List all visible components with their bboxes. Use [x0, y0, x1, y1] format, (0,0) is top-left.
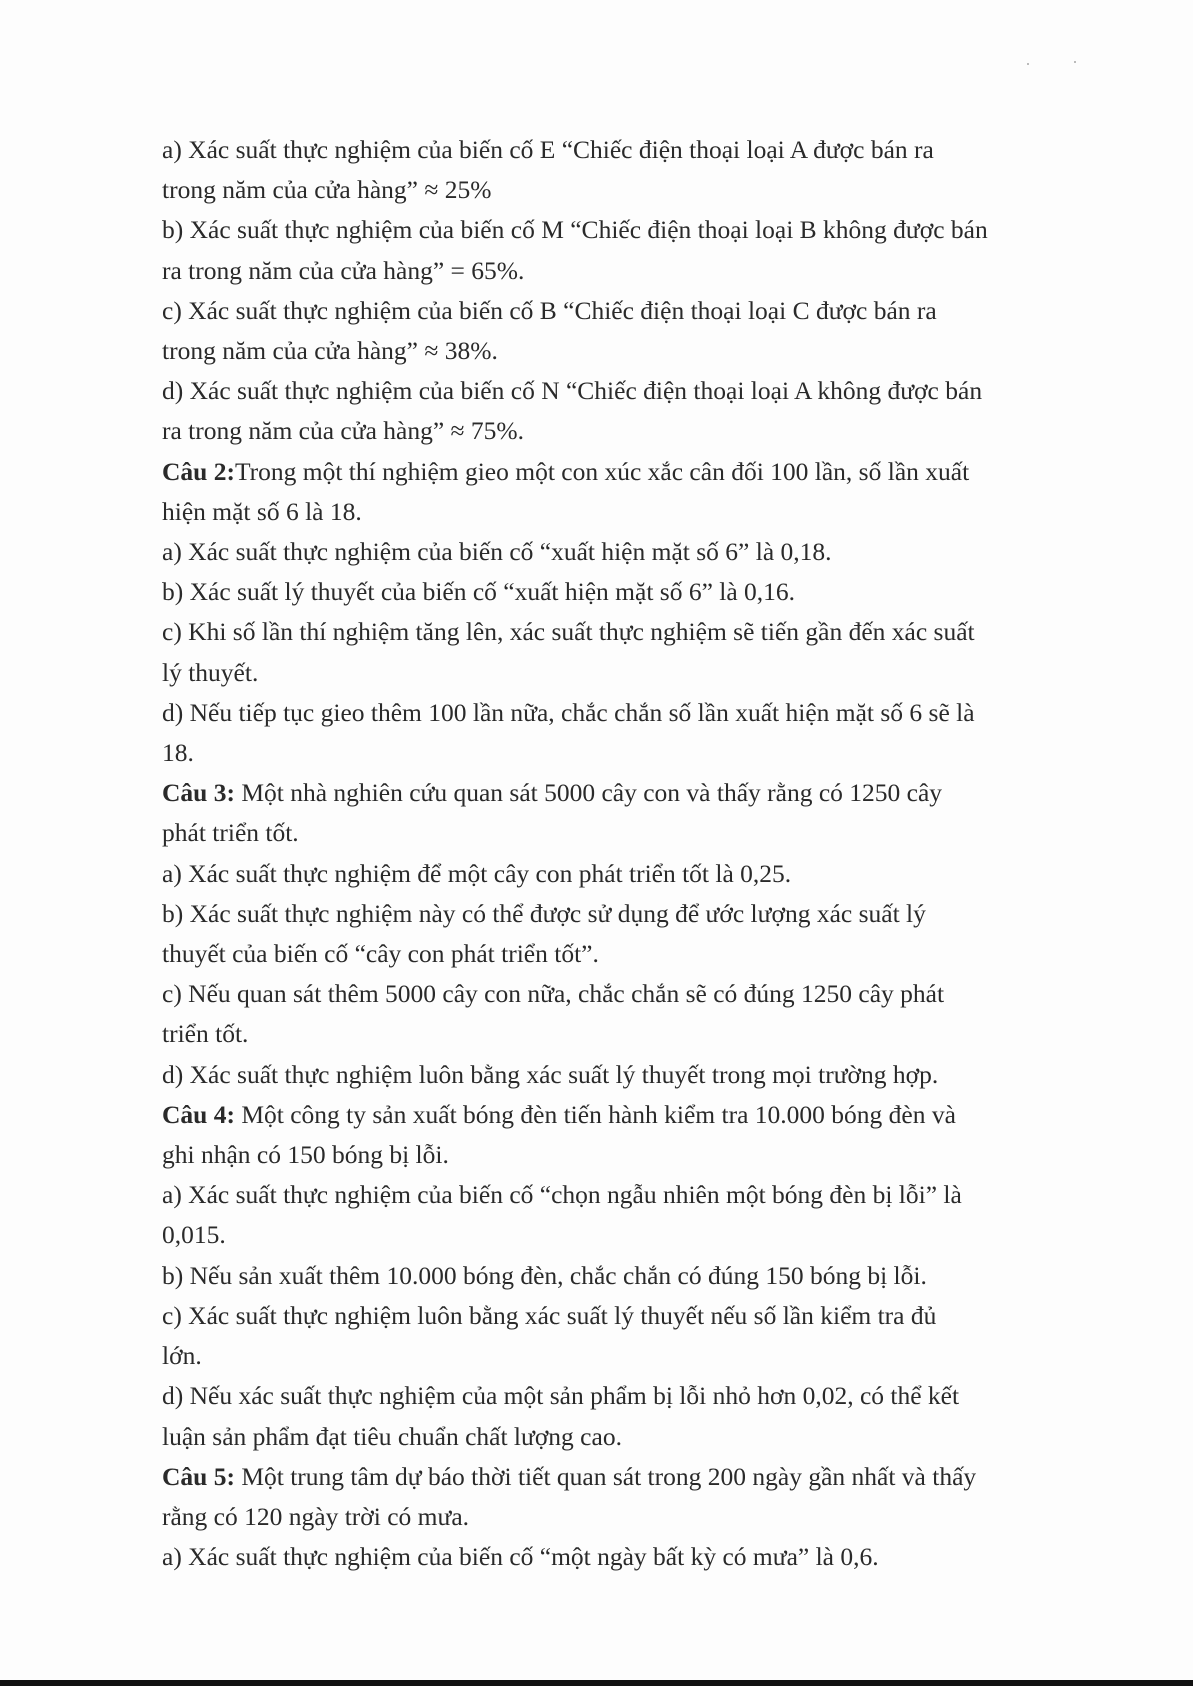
- text-line: [162, 492, 1062, 532]
- line-text: 0,015.: [162, 1220, 226, 1250]
- text-line: [162, 653, 1062, 693]
- question-label: Câu 5:: [162, 1461, 235, 1491]
- line-text: d) Xác suất thực nghiệm luôn bằng xác suất lý thuyết trong mọi trường hợp.: [162, 1059, 939, 1089]
- paragraph: [162, 612, 1062, 692]
- line-text: a) Xác suất thực nghiệm để một cây con phát triển tốt là 0,25.: [162, 858, 792, 888]
- line-text: c) Khi số lần thí nghiệm tăng lên, xác suất thực nghiệm sẽ tiến gần đến xác suất: [162, 617, 975, 647]
- text-line: [162, 572, 1062, 612]
- text-line: [162, 1175, 1062, 1215]
- paragraph: [162, 452, 1062, 532]
- text-line: [162, 773, 1062, 813]
- scan-speck: [1074, 61, 1076, 63]
- line-text: ghi nhận có 150 bóng bị lỗi.: [162, 1140, 449, 1170]
- text-line: [162, 854, 1062, 894]
- paragraph: [162, 1256, 1062, 1296]
- paragraph: [162, 974, 1062, 1054]
- text-line: [162, 1497, 1062, 1537]
- line-text: ra trong năm của cửa hàng” = 65%.: [162, 255, 525, 285]
- paragraph: [162, 1296, 1062, 1376]
- text-line: [162, 693, 1062, 733]
- line-text: trong năm của cửa hàng” ≈ 25%: [162, 175, 492, 205]
- question-label: Câu 2:: [162, 456, 235, 486]
- line-text: d) Nếu tiếp tục gieo thêm 100 lần nữa, chắc chắn số lần xuất hiện mặt số 6 sẽ là: [162, 697, 975, 727]
- line-text: a) Xác suất thực nghiệm của biến cố “xuất hiện mặt số 6” là 0,18.: [162, 537, 832, 567]
- line-text: c) Xác suất thực nghiệm của biến cố B “Chiếc điện thoại loại C được bán ra: [162, 295, 937, 325]
- line-text: Một nhà nghiên cứu quan sát 5000 cây con và thấy rằng có 1250 cây: [234, 778, 943, 808]
- line-text: Một trung tâm dự báo thời tiết quan sát trong 200 ngày gần nhất và thấy: [234, 1461, 977, 1491]
- line-text: c) Xác suất thực nghiệm luôn bằng xác suất lý thuyết nếu số lần kiểm tra đủ: [162, 1300, 937, 1330]
- text-line: [162, 1376, 1062, 1416]
- paragraph: [162, 1175, 1062, 1255]
- paragraph: [162, 572, 1062, 612]
- line-text: b) Xác suất lý thuyết của biến cố “xuất hiện mặt số 6” là 0,16.: [162, 577, 796, 607]
- paragraph: [162, 1376, 1062, 1456]
- text-line: [162, 130, 1062, 170]
- text-line: [162, 974, 1062, 1014]
- paragraph: [162, 854, 1062, 894]
- line-text: lớn.: [162, 1341, 202, 1371]
- text-line: [162, 1457, 1062, 1497]
- paragraph: [162, 1537, 1062, 1577]
- line-text: Trong một thí nghiệm gieo một con xúc xắc cân đối 100 lần, số lần xuất: [234, 456, 970, 486]
- line-text: trong năm của cửa hàng” ≈ 38%.: [162, 336, 498, 366]
- document-body: [162, 130, 1062, 1577]
- line-text: b) Nếu sản xuất thêm 10.000 bóng đèn, chắc chắn có đúng 150 bóng bị lỗi.: [162, 1260, 927, 1290]
- paragraph: [162, 291, 1062, 371]
- text-line: [162, 1014, 1062, 1054]
- text-line: [162, 1215, 1062, 1255]
- paragraph: [162, 1457, 1062, 1537]
- line-text: rằng có 120 ngày trời có mưa.: [162, 1501, 470, 1531]
- line-text: a) Xác suất thực nghiệm của biến cố “một ngày bất kỳ có mưa” là 0,6.: [162, 1542, 879, 1572]
- line-text: phát triển tốt.: [162, 818, 299, 848]
- line-text: lý thuyết.: [162, 657, 259, 687]
- text-line: [162, 170, 1062, 210]
- scan-bottom-edge: [0, 1680, 1193, 1686]
- text-line: [162, 411, 1062, 451]
- line-text: b) Xác suất thực nghiệm của biến cố M “Chiếc điện thoại loại B không được bán: [162, 215, 988, 245]
- text-line: [162, 331, 1062, 371]
- paragraph: [162, 773, 1062, 853]
- line-text: triển tốt.: [162, 1019, 249, 1049]
- text-line: [162, 1417, 1062, 1457]
- question-label: Câu 4:: [162, 1099, 235, 1129]
- paragraph: [162, 532, 1062, 572]
- line-text: thuyết của biến cố “cây con phát triển tốt”.: [162, 939, 599, 969]
- question-label: Câu 3:: [162, 778, 235, 808]
- text-line: [162, 1095, 1062, 1135]
- text-line: [162, 934, 1062, 974]
- paragraph: [162, 1055, 1062, 1095]
- text-line: [162, 210, 1062, 250]
- paragraph: [162, 371, 1062, 451]
- text-line: [162, 1055, 1062, 1095]
- text-line: [162, 1135, 1062, 1175]
- paragraph: [162, 1095, 1062, 1175]
- text-line: [162, 452, 1062, 492]
- text-line: [162, 291, 1062, 331]
- line-text: ra trong năm của cửa hàng” ≈ 75%.: [162, 416, 525, 446]
- text-line: [162, 813, 1062, 853]
- text-line: [162, 894, 1062, 934]
- paragraph: [162, 894, 1062, 974]
- line-text: luận sản phẩm đạt tiêu chuẩn chất lượng cao.: [162, 1421, 622, 1451]
- text-line: [162, 1256, 1062, 1296]
- text-line: [162, 251, 1062, 291]
- line-text: a) Xác suất thực nghiệm của biến cố “chọn ngẫu nhiên một bóng đèn bị lỗi” là: [162, 1180, 962, 1210]
- text-line: [162, 612, 1062, 652]
- paragraph: [162, 210, 1062, 290]
- text-line: [162, 1537, 1062, 1577]
- line-text: 18.: [162, 738, 194, 768]
- line-text: b) Xác suất thực nghiệm này có thể được sử dụng để ước lượng xác suất lý: [162, 898, 926, 928]
- line-text: hiện mặt số 6 là 18.: [162, 496, 362, 526]
- text-line: [162, 1336, 1062, 1376]
- scan-speck: [1027, 63, 1029, 65]
- paragraph: [162, 693, 1062, 773]
- line-text: Một công ty sản xuất bóng đèn tiến hành kiểm tra 10.000 bóng đèn và: [234, 1099, 956, 1129]
- paragraph: [162, 130, 1062, 210]
- text-line: [162, 532, 1062, 572]
- line-text: a) Xác suất thực nghiệm của biến cố E “Chiếc điện thoại loại A được bán ra: [162, 135, 934, 164]
- line-text: c) Nếu quan sát thêm 5000 cây con nữa, chắc chắn sẽ có đúng 1250 cây phát: [162, 979, 945, 1009]
- line-text: d) Nếu xác suất thực nghiệm của một sản phẩm bị lỗi nhỏ hơn 0,02, có thể kết: [162, 1381, 960, 1411]
- line-text: d) Xác suất thực nghiệm của biến cố N “Chiếc điện thoại loại A không được bán: [162, 376, 983, 406]
- text-line: [162, 1296, 1062, 1336]
- text-line: [162, 371, 1062, 411]
- text-line: [162, 733, 1062, 773]
